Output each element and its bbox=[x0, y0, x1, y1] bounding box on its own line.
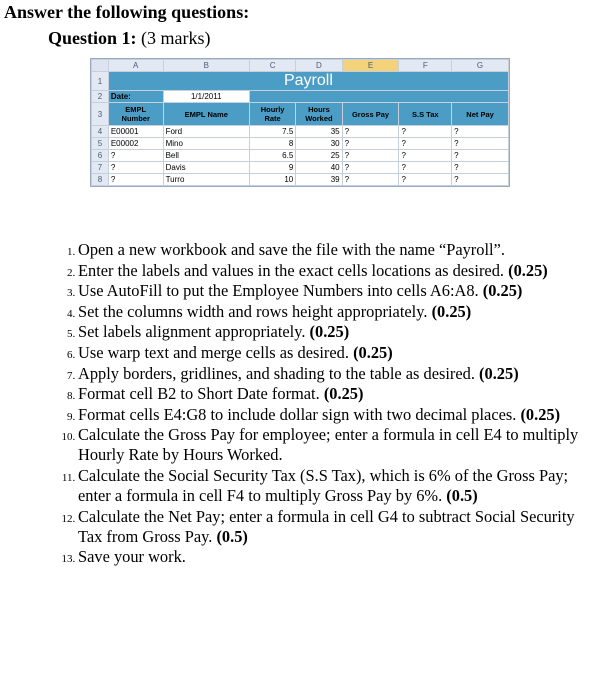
cell-gross-pay: ? bbox=[342, 138, 399, 150]
select-all-corner bbox=[92, 60, 109, 72]
step-text: Format cells E4:G8 to include dollar sign with two decimal places. bbox=[78, 404, 517, 424]
step-text: Enter the labels and values in the exact cells locations as desired. bbox=[78, 260, 505, 280]
cell-ss-tax: ? bbox=[399, 138, 452, 150]
cell-net-pay: ? bbox=[452, 174, 509, 186]
cell-gross-pay: ? bbox=[342, 150, 399, 162]
cell-hourly-rate: 9 bbox=[249, 162, 295, 174]
step-points: (0.25) bbox=[309, 322, 350, 342]
cell-hours-worked: 25 bbox=[296, 150, 342, 162]
cell-empl-number: E00001 bbox=[108, 126, 163, 138]
payroll-spreadsheet-image bbox=[90, 58, 510, 187]
step-points: (0.25) bbox=[508, 260, 548, 280]
step-text: Apply borders, gridlines, and shading to the table as desired. bbox=[78, 363, 475, 383]
list-item bbox=[78, 384, 597, 404]
step-text: Calculate the Net Pay; enter a formula in cell G4 to subtract Social Security Tax from Gross Pay. bbox=[78, 506, 575, 546]
cell-empl-number: ? bbox=[108, 162, 163, 174]
list-item bbox=[78, 322, 597, 342]
table-row bbox=[92, 150, 509, 162]
step-points: (0.25) bbox=[323, 384, 364, 404]
cell-hours-worked: 35 bbox=[296, 126, 342, 138]
step-points: (0.5) bbox=[216, 526, 248, 546]
header-hourly-rate: Hourly Rate bbox=[249, 103, 295, 126]
column-header-row bbox=[92, 60, 509, 72]
cell-gross-pay: ? bbox=[342, 174, 399, 186]
cell-net-pay: ? bbox=[452, 126, 509, 138]
col-header-c: C bbox=[249, 60, 295, 72]
step-points: (0.25) bbox=[353, 342, 393, 362]
question-line bbox=[48, 28, 211, 49]
cell-empl-name: Ford bbox=[163, 126, 249, 138]
cell-gross-pay: ? bbox=[342, 126, 399, 138]
cell-ss-tax: ? bbox=[399, 174, 452, 186]
header-net-pay: Net Pay bbox=[452, 103, 509, 126]
row-number: 6 bbox=[92, 150, 109, 162]
list-item bbox=[78, 261, 597, 281]
table-row bbox=[92, 174, 509, 186]
sheet-title: Payroll bbox=[108, 72, 508, 91]
list-item bbox=[78, 281, 597, 301]
header-empl-number: EMPL Number bbox=[108, 103, 163, 126]
cell-net-pay: ? bbox=[452, 162, 509, 174]
row-number: 2 bbox=[92, 91, 109, 103]
table-row bbox=[92, 162, 509, 174]
step-text: Format cell B2 to Short Date format. bbox=[78, 384, 320, 404]
list-item bbox=[78, 466, 597, 506]
date-value: 1/1/2011 bbox=[163, 91, 249, 103]
step-points: (0.25) bbox=[479, 363, 519, 383]
step-points: (0.5) bbox=[446, 485, 478, 505]
step-text: Use AutoFill to put the Employee Numbers into cells A6:A8. bbox=[78, 281, 479, 301]
cell-hourly-rate: 10 bbox=[249, 174, 295, 186]
page-heading: Answer the following questions: bbox=[4, 2, 250, 22]
list-item bbox=[78, 507, 597, 547]
cell-empl-name: Mino bbox=[163, 138, 249, 150]
col-header-e: E bbox=[342, 60, 399, 72]
step-text: Open a new workbook and save the file with the name “Payroll”. bbox=[78, 240, 505, 259]
cell-empl-number: E00002 bbox=[108, 138, 163, 150]
list-item bbox=[78, 343, 597, 363]
step-text: Save your work. bbox=[78, 547, 186, 567]
cell-empl-number: ? bbox=[108, 150, 163, 162]
list-item bbox=[78, 364, 597, 384]
step-text: Use warp text and merge cells as desired. bbox=[78, 342, 349, 362]
date-row-fill bbox=[249, 91, 508, 103]
title-row bbox=[92, 72, 509, 91]
date-row bbox=[92, 91, 509, 103]
col-header-a: A bbox=[108, 60, 163, 72]
header-gross-pay: Gross Pay bbox=[342, 103, 399, 126]
row-number: 3 bbox=[92, 103, 109, 126]
step-text: Set the columns width and rows height appropriately. bbox=[78, 301, 428, 321]
spreadsheet-grid bbox=[91, 59, 509, 186]
col-header-g: G bbox=[452, 60, 509, 72]
list-item bbox=[78, 405, 597, 425]
question-marks: (3 marks) bbox=[141, 28, 211, 48]
col-header-d: D bbox=[296, 60, 342, 72]
table-row bbox=[92, 126, 509, 138]
list-item bbox=[78, 302, 597, 322]
step-text: Calculate the Social Security Tax (S.S Tax), which is 6% of the Gross Pay; enter a formula in cell F4 to multiply Gross Pay by 6%. bbox=[78, 465, 569, 505]
row-number: 8 bbox=[92, 174, 109, 186]
cell-hourly-rate: 7.5 bbox=[249, 126, 295, 138]
date-label: Date: bbox=[108, 91, 163, 103]
cell-empl-name: Davis bbox=[163, 162, 249, 174]
cell-ss-tax: ? bbox=[399, 162, 452, 174]
cell-net-pay: ? bbox=[452, 150, 509, 162]
row-number: 4 bbox=[92, 126, 109, 138]
list-item bbox=[78, 547, 597, 567]
cell-ss-tax: ? bbox=[399, 126, 452, 138]
cell-hours-worked: 30 bbox=[296, 138, 342, 150]
step-text: Set labels alignment appropriately. bbox=[78, 322, 306, 342]
step-text: Calculate the Gross Pay for employee; enter a formula in cell E4 to multiply Hourly Rate by Hours Worked. bbox=[78, 425, 579, 465]
list-item bbox=[78, 425, 597, 465]
list-item bbox=[78, 240, 597, 260]
cell-hours-worked: 40 bbox=[296, 162, 342, 174]
cell-net-pay: ? bbox=[452, 138, 509, 150]
cell-hourly-rate: 8 bbox=[249, 138, 295, 150]
cell-hourly-rate: 6.5 bbox=[249, 150, 295, 162]
col-header-b: B bbox=[163, 60, 249, 72]
step-points: (0.25) bbox=[431, 301, 472, 321]
header-hours-worked: Hours Worked bbox=[296, 103, 342, 126]
row-number: 7 bbox=[92, 162, 109, 174]
row-number: 1 bbox=[92, 72, 109, 91]
cell-hours-worked: 39 bbox=[296, 174, 342, 186]
header-ss-tax: S.S Tax bbox=[399, 103, 452, 126]
cell-empl-name: Bell bbox=[163, 150, 249, 162]
data-rows bbox=[92, 126, 509, 186]
step-points: (0.25) bbox=[482, 281, 523, 301]
header-empl-name: EMPL Name bbox=[163, 103, 249, 126]
header-row bbox=[92, 103, 509, 126]
cell-empl-number: ? bbox=[108, 174, 163, 186]
question-label: Question 1: bbox=[48, 28, 137, 48]
table-row bbox=[92, 138, 509, 150]
cell-ss-tax: ? bbox=[399, 150, 452, 162]
step-points: (0.25) bbox=[520, 404, 561, 424]
instruction-list bbox=[52, 240, 597, 568]
row-number: 5 bbox=[92, 138, 109, 150]
col-header-f: F bbox=[399, 60, 452, 72]
cell-empl-name: Turro bbox=[163, 174, 249, 186]
cell-gross-pay: ? bbox=[342, 162, 399, 174]
